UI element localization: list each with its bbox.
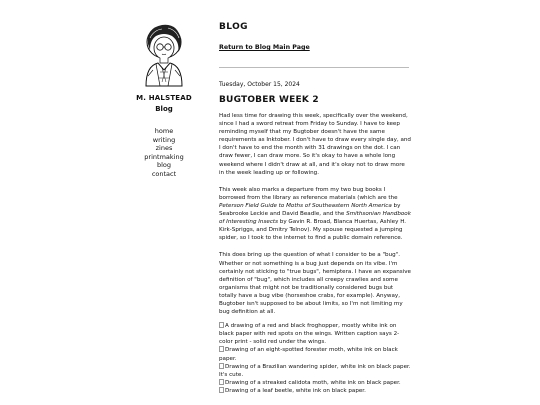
- main-content: [219, 22, 411, 395]
- paragraph-2-text-a: This week also marks a departure from my two bug books I borrowed from the library as reference materials (which are the: [219, 186, 398, 201]
- paragraph-2-text-c: by Gavin R. Broad, Blanca Huertas, Ashley H. Kirk-Spriggs, and Dmitry Telnov). My spouse requested a jumping spider, so I took to the internet to find a public domain reference.: [219, 219, 407, 242]
- image-alt-text: Drawing of an eight-spotted forester moth, white ink on black paper.: [219, 347, 398, 362]
- nav-link-home[interactable]: home: [154, 127, 174, 135]
- post-paragraph-2: [219, 186, 411, 243]
- book-title-smithsonian: Smithsonian Handbook of Interesting Insects: [219, 211, 411, 226]
- broken-image-icon: [219, 322, 224, 328]
- post-image-froghopper[interactable]: [219, 322, 411, 346]
- post-paragraph-3: This does bring up the question of what I consider to be a "bug". Whether or not something is a bug just depends on its vibe. I'm certainly not sticking to "true bugs", hemiptera. I have an expansive definition of "bug", which includes all creepy crawlies and some organisms that might not be traditionally considered bugs but totally have a bug vibe (horseshoe crabs, for example). Anyway, Bugtober isn't supposed to be about limits, so I'm not limiting my bug definition at all.: [219, 252, 411, 316]
- sidebar: [120, 20, 208, 178]
- book-title-peterson: Peterson Field Guide to Moths of Southeastern North America: [219, 202, 392, 209]
- nav-item-blog: [120, 161, 208, 170]
- avatar[interactable]: [138, 20, 190, 90]
- return-to-blog-link[interactable]: Return to Blog Main Page: [219, 44, 310, 51]
- broken-image-icon: [219, 346, 224, 352]
- nav-link-blog[interactable]: blog: [156, 161, 172, 169]
- broken-image-icon: [219, 387, 224, 393]
- post-title: BUGTOBER WEEK 2: [219, 95, 319, 105]
- image-alt-text: Drawing of a streaked calidota moth, white ink on black paper.: [225, 379, 401, 386]
- nav-menu: [120, 127, 208, 178]
- post-image-calidota-moth[interactable]: [219, 379, 411, 387]
- nav-link-writing[interactable]: writing: [152, 135, 176, 144]
- page-title: BLOG: [219, 22, 248, 32]
- post-image-wandering-spider[interactable]: [219, 363, 411, 379]
- nav-item-home: [120, 127, 208, 136]
- broken-image-icon: [219, 363, 224, 369]
- nav-link-printmaking[interactable]: printmaking: [144, 152, 184, 161]
- post-image-list: [219, 322, 411, 395]
- paragraph-2-text-b: by Seabrooke Leckie and David Beadle, and the: [219, 202, 401, 218]
- image-alt-text: A drawing of a red and black froghopper, mostly white ink on black paper with red spots on the wings. Written caption says 2-color print - solid red under the wings.: [219, 323, 400, 346]
- post-image-leaf-beetle[interactable]: [219, 387, 411, 395]
- divider: [219, 67, 409, 68]
- post-date: Tuesday, October 15, 2024: [219, 81, 300, 88]
- nav-item-printmaking: [120, 153, 208, 162]
- nav-item-writing: [120, 136, 208, 145]
- post-image-forester-moth[interactable]: [219, 346, 411, 362]
- site-name: Blog: [155, 105, 173, 113]
- post-paragraph-1: Had less time for drawing this week, specifically over the weekend, since I had a sword retreat from Friday to Sunday. I have to keep reminding myself that my Bugtober doesn't have the same requirements as Inktober. I don't have to draw every single day, and I don't have to end the month with 31 drawings on the dot. I can draw fewer, I can draw more. So it's okay to have a whole long weekend where I didn't draw at all, and it's okay not to draw more in the week leading up or following.: [219, 113, 411, 176]
- nav-link-contact[interactable]: contact: [151, 169, 177, 178]
- image-alt-text: Drawing of a leaf beetle, white ink on black paper.: [225, 387, 366, 394]
- nav-item-zines: [120, 144, 208, 153]
- nav-item-contact: [120, 170, 208, 179]
- image-alt-text: Drawing of a Brazilian wandering spider, white ink on black paper. It's cute.: [219, 363, 411, 378]
- broken-image-icon: [219, 379, 224, 385]
- author-name: M. HALSTEAD: [136, 94, 192, 102]
- nav-link-zines[interactable]: zines: [155, 144, 173, 152]
